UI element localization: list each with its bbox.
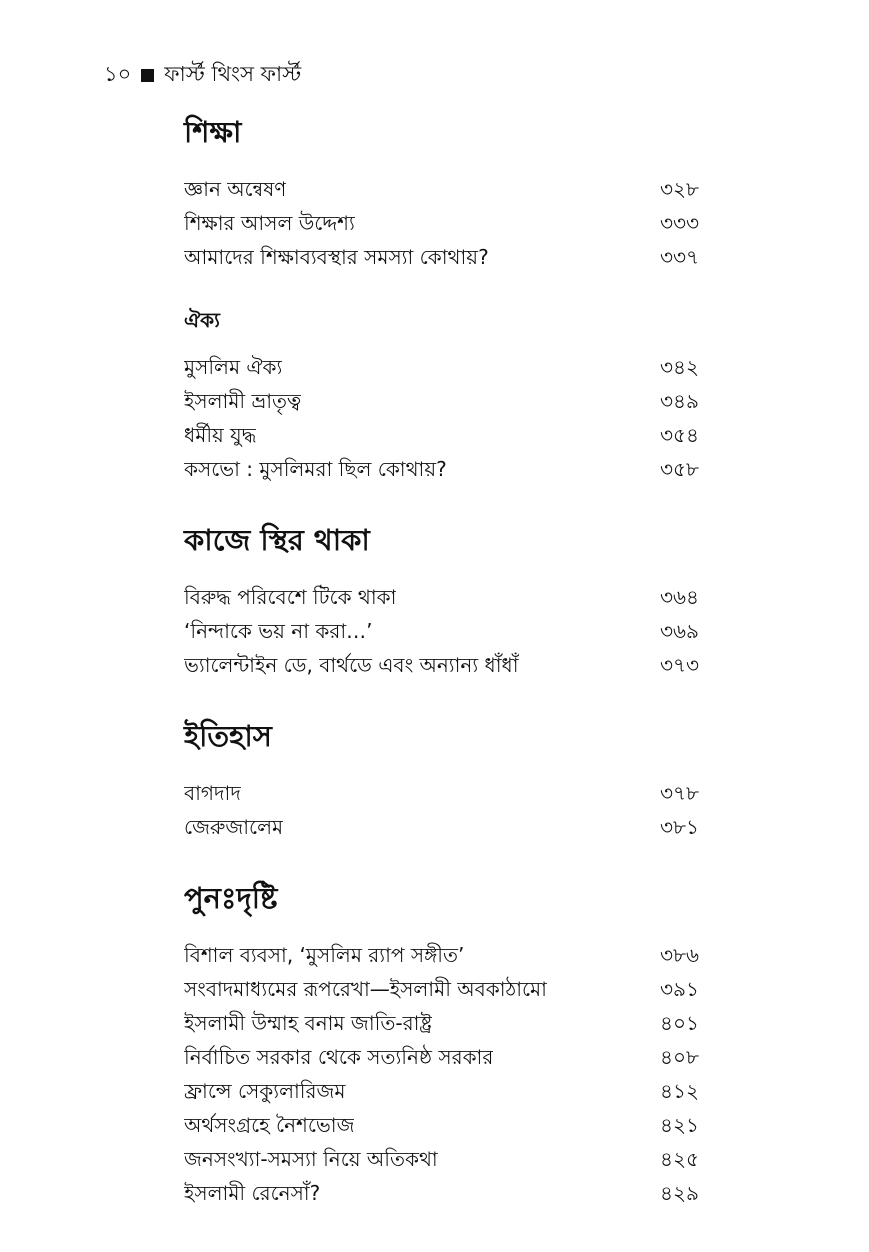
entry-page-number: ৩৭৮ — [660, 781, 699, 805]
entry-title: বিশাল ব্যবসা, ‘মুসলিম র‍্যাপ সঙ্গীত’ — [184, 943, 465, 967]
toc-entry[interactable] — [184, 614, 720, 648]
toc-section-education — [184, 112, 720, 274]
section-spacer — [184, 486, 720, 520]
entry-page-number: ৪১২ — [660, 1079, 699, 1103]
toc-entry[interactable] — [184, 776, 720, 810]
page-number: ১০ — [104, 62, 132, 86]
toc-entry[interactable] — [184, 1006, 720, 1040]
entry-list — [184, 580, 720, 682]
toc-section-unity — [184, 300, 720, 486]
entry-title: ধর্মীয় যুদ্ধ — [184, 423, 257, 447]
entry-page-number: ৩৬৯ — [660, 619, 699, 643]
toc-section-steadfastness — [184, 520, 720, 682]
entry-page-number: ৩৪২ — [660, 355, 699, 379]
entry-title: মুসলিম ঐক্য — [184, 355, 283, 379]
entry-page-number: ৪২৯ — [660, 1181, 699, 1205]
toc-entry[interactable] — [184, 452, 720, 486]
entry-title: ‘নিন্দাকে ভয় না করা…’ — [184, 619, 373, 643]
entry-title: ইসলামী রেনেসাঁ? — [184, 1181, 321, 1205]
entry-page-number: ৩৬৪ — [660, 585, 699, 609]
toc-entry[interactable] — [184, 1040, 720, 1074]
section-spacer — [184, 844, 720, 878]
entry-page-number: ৩৪৯ — [660, 389, 699, 413]
entry-page-number: ৩৫৪ — [660, 423, 699, 447]
section-title: কাজে স্থির থাকা — [184, 523, 370, 557]
toc-entry[interactable] — [184, 350, 720, 384]
entry-title: জ্ঞান অন্বেষণ — [184, 177, 287, 201]
entry-page-number: ৩৮১ — [660, 815, 699, 839]
entry-page-number: ৩৫৮ — [660, 457, 699, 481]
running-header — [104, 58, 301, 93]
toc-entry[interactable] — [184, 240, 720, 274]
entry-title: বিরুদ্ধ পরিবেশে টিকে থাকা — [184, 585, 397, 609]
entry-title: ফ্রান্সে সেক্যুলারিজম — [184, 1079, 346, 1103]
section-spacer — [184, 682, 720, 716]
section-spacer — [184, 274, 720, 300]
section-title: শিক্ষা — [184, 115, 242, 149]
toc-entry[interactable] — [184, 938, 720, 972]
entry-title: জনসংখ্যা-সমস্যা নিয়ে অতিকথা — [184, 1147, 438, 1171]
entry-title: অর্থসংগ্রহে নৈশভোজ — [184, 1113, 355, 1137]
toc-section-review — [184, 878, 720, 1210]
section-title: ঐক্য — [184, 308, 220, 332]
entry-title: আমাদের শিক্ষাব্যবস্থার সমস্যা কোথায়? — [184, 245, 489, 269]
toc-entry[interactable] — [184, 648, 720, 682]
entry-title: শিক্ষার আসল উদ্দেশ্য — [184, 211, 355, 235]
book-title: ফার্স্ট থিংস ফার্স্ট — [164, 62, 302, 86]
entry-page-number: ৩৩৭ — [660, 245, 700, 269]
toc-entry[interactable] — [184, 810, 720, 844]
entry-list — [184, 938, 720, 1210]
table-of-contents — [184, 112, 720, 1210]
entry-title: জেরুজালেম — [184, 815, 284, 839]
entry-title: ইসলামী উম্মাহ বনাম জাতি-রাষ্ট্র — [184, 1011, 433, 1035]
toc-entry[interactable] — [184, 384, 720, 418]
toc-entry[interactable] — [184, 1176, 720, 1210]
entry-list — [184, 350, 720, 486]
toc-entry[interactable] — [184, 1142, 720, 1176]
entry-page-number: ৪২৫ — [660, 1147, 699, 1171]
entry-title: ভ্যালেন্টাইন ডে, বার্থডে এবং অন্যান্য ধাঁধাঁ — [184, 653, 519, 677]
entry-title: কসভো : মুসলিমরা ছিল কোথায়? — [184, 457, 447, 481]
square-bullet-icon — [141, 69, 154, 82]
entry-page-number: ৪০১ — [660, 1011, 699, 1035]
entry-title: নির্বাচিত সরকার থেকে সত্যনিষ্ঠ সরকার — [184, 1045, 494, 1069]
toc-entry[interactable] — [184, 1108, 720, 1142]
entry-title: বাগদাদ — [184, 781, 241, 805]
entry-page-number: ৩৩৩ — [660, 211, 700, 235]
section-title: ইতিহাস — [184, 719, 272, 753]
section-title: পুনঃদৃষ্টি — [184, 881, 278, 915]
entry-page-number: ৩৮৬ — [660, 943, 699, 967]
toc-entry[interactable] — [184, 418, 720, 452]
entry-list — [184, 172, 720, 274]
toc-entry[interactable] — [184, 972, 720, 1006]
entry-page-number: ৪০৮ — [660, 1045, 699, 1069]
entry-list — [184, 776, 720, 844]
entry-title: ইসলামী ভ্রাতৃত্ব — [184, 389, 302, 413]
entry-page-number: ৪২১ — [660, 1113, 699, 1137]
entry-title: সংবাদমাধ্যমের রূপরেখা—ইসলামী অবকাঠামো — [184, 977, 547, 1001]
toc-entry[interactable] — [184, 580, 720, 614]
entry-page-number: ৩৭৩ — [660, 653, 700, 677]
entry-page-number: ৩২৮ — [660, 177, 699, 201]
toc-section-history — [184, 716, 720, 844]
toc-entry[interactable] — [184, 1074, 720, 1108]
toc-entry[interactable] — [184, 206, 720, 240]
toc-entry[interactable] — [184, 172, 720, 206]
entry-page-number: ৩৯১ — [660, 977, 699, 1001]
